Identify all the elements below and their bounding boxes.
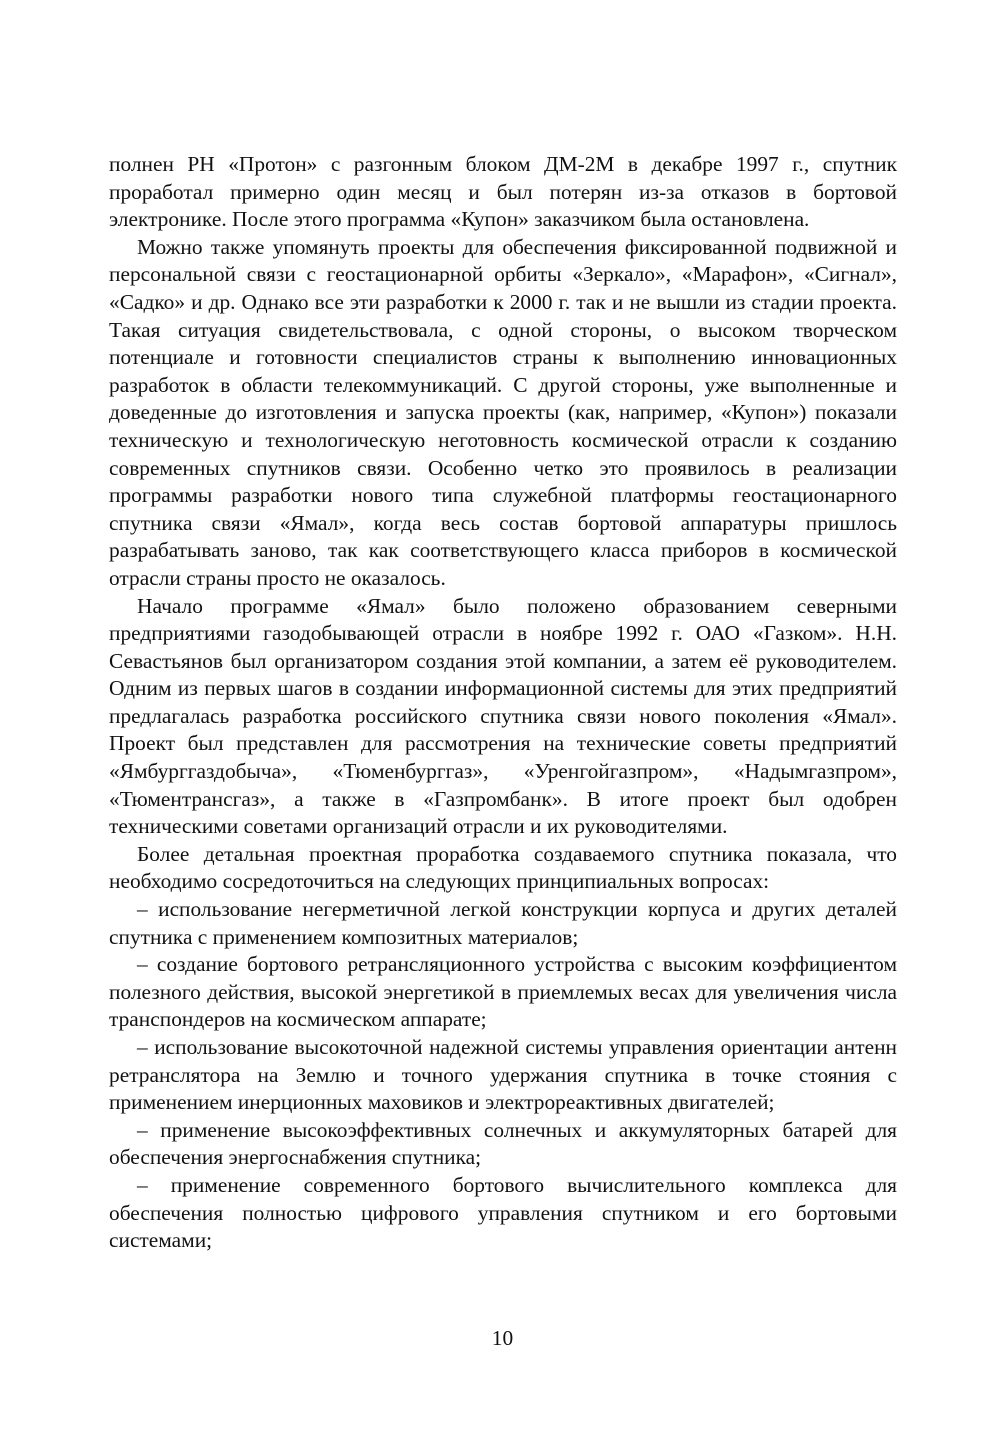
list-item: – применение высокоэффективных солнечных и аккумуляторных батарей для обеспечения энергоснабжения спутника; xyxy=(109,1117,897,1170)
page-body xyxy=(109,151,897,1255)
paragraph-continuation: полнен РН «Протон» с разгонным блоком ДМ-2М в декабре 1997 г., спутник проработал примерно один месяц и был потерян из-за отказов в бортовой электронике. После этого программа «Купон» заказчиком была остановлена. xyxy=(109,152,897,232)
list-item: – использование негерметичной легкой конструкции корпуса и других деталей спутника с применением композитных материалов; xyxy=(109,897,897,949)
list-item: – создание бортового ретрансляционного устройства с высоким коэффициентом полезного действия, высокой энергетикой в приемлемых весах для увеличения числа транспондеров на космическом аппарате; xyxy=(109,952,897,1032)
page-number: 10 xyxy=(491,1326,514,1350)
paragraph-yamal-program: Начало программе «Ямал» было положено образованием северными предприятиями газодобывающей отрасли в ноябре 1992 г. ОАО «Газком». Н.Н. Севастьянов был организатором создания этой компании, а затем её руководителем. Одним из первых шагов в создании информационной системы для этих предприятий предлагалась разработка российского спутника связи нового поколения «Ямал». Проект был представлен для рассмотрения на технические советы предприятий «Ямбурггаздобыча», «Тюменбурггаз», «Уренгойгазпром», «Надымгазпром», «Тюментрансгаз», а также в «Газпромбанк». В итоге проект был одобрен техническими советами организаций отрасли и их руководителями. xyxy=(109,593,897,839)
list-item: – применение современного бортового вычислительного комплекса для обеспечения полностью цифрового управления спутником и его бортовыми системами; xyxy=(109,1172,897,1253)
paragraph-design-study: Более детальная проектная проработка создаваемого спутника показала, что необходимо сосредоточиться на следующих принципиальных вопросах: xyxy=(109,841,897,894)
paragraph-projects: Можно также упомянуть проекты для обеспечения фиксированной подвижной и персональной связи с геостационарной орбиты «Зеркало», «Марафон», «Сигнал», «Садко» и др. Однако все эти разработки к 2000 г. так и не вышли из стадии проекта. Такая ситуация свидетельствовала, с одной стороны, о высоком творческом потенциале и готовности специалистов страны к выполнению инновационных разработок в области телекоммуникаций. С другой стороны, уже выполненные и доведенные до изготовления и запуска проекты (как, например, «Купон») показали техническую и технологическую неготовность космической отрасли к созданию современных спутников связи. Особенно четко это проявилось в реализации программы разработки нового типа служебной платформы геостационарного спутника связи «Ямал», когда весь состав бортовой аппаратуры пришлось разрабатывать заново, так как соответствующего класса приборов в космической отрасли страны просто не оказалось. xyxy=(109,234,897,590)
list-item: – использование высокоточной надежной системы управления ориентации антенн ретранслятора на Землю и точного удержания спутника в точке стояния с применением инерционных маховиков и электрореактивных двигателей; xyxy=(109,1035,897,1115)
